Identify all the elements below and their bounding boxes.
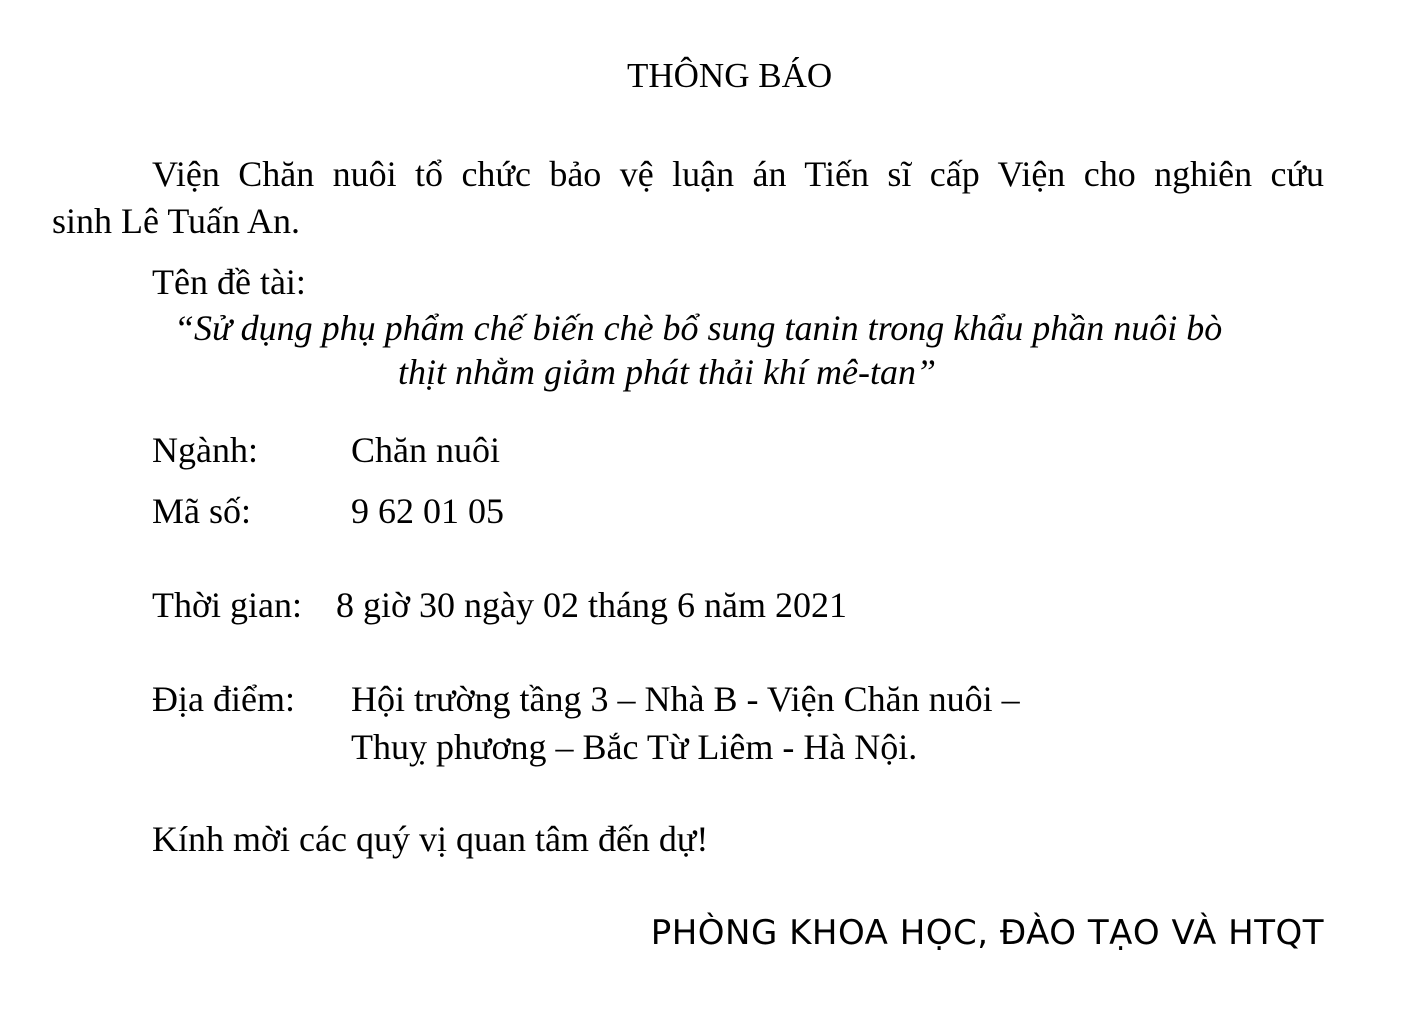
topic-label: Tên đề tài: <box>152 262 306 302</box>
location-label: Địa điểm: <box>152 679 295 719</box>
document-title: THÔNG BÁO <box>627 56 833 95</box>
major-label: Ngành: <box>152 430 258 470</box>
topic-title-line-2: thịt nhằm giảm phát thải khí mê-tan” <box>398 352 936 392</box>
time-value: 8 giờ 30 ngày 02 tháng 6 năm 2021 <box>336 585 847 625</box>
code-value: 9 62 01 05 <box>351 491 504 531</box>
signature-department: PHÒNG KHOA HỌC, ĐÀO TẠO VÀ HTQT <box>650 913 1324 953</box>
intro-line-2: sinh Lê Tuấn An. <box>52 201 301 241</box>
intro-line-1: Viện Chăn nuôi tổ chức bảo vệ luận án Tiến sĩ cấp Viện cho nghiên cứu <box>152 154 1324 194</box>
location-line-1: Hội trường tầng 3 – Nhà B - Viện Chăn nuôi – <box>351 679 1020 719</box>
closing-invitation: Kính mời các quý vị quan tâm đến dự! <box>152 819 709 859</box>
topic-title-line-1: “Sử dụng phụ phẩm chế biến chè bổ sung tanin trong khẩu phần nuôi bò <box>174 308 1223 348</box>
major-value: Chăn nuôi <box>351 430 500 470</box>
time-label: Thời gian: <box>152 585 303 625</box>
location-line-2: Thuỵ phương – Bắc Từ Liêm - Hà Nội. <box>351 727 918 767</box>
code-label: Mã số: <box>152 491 251 531</box>
